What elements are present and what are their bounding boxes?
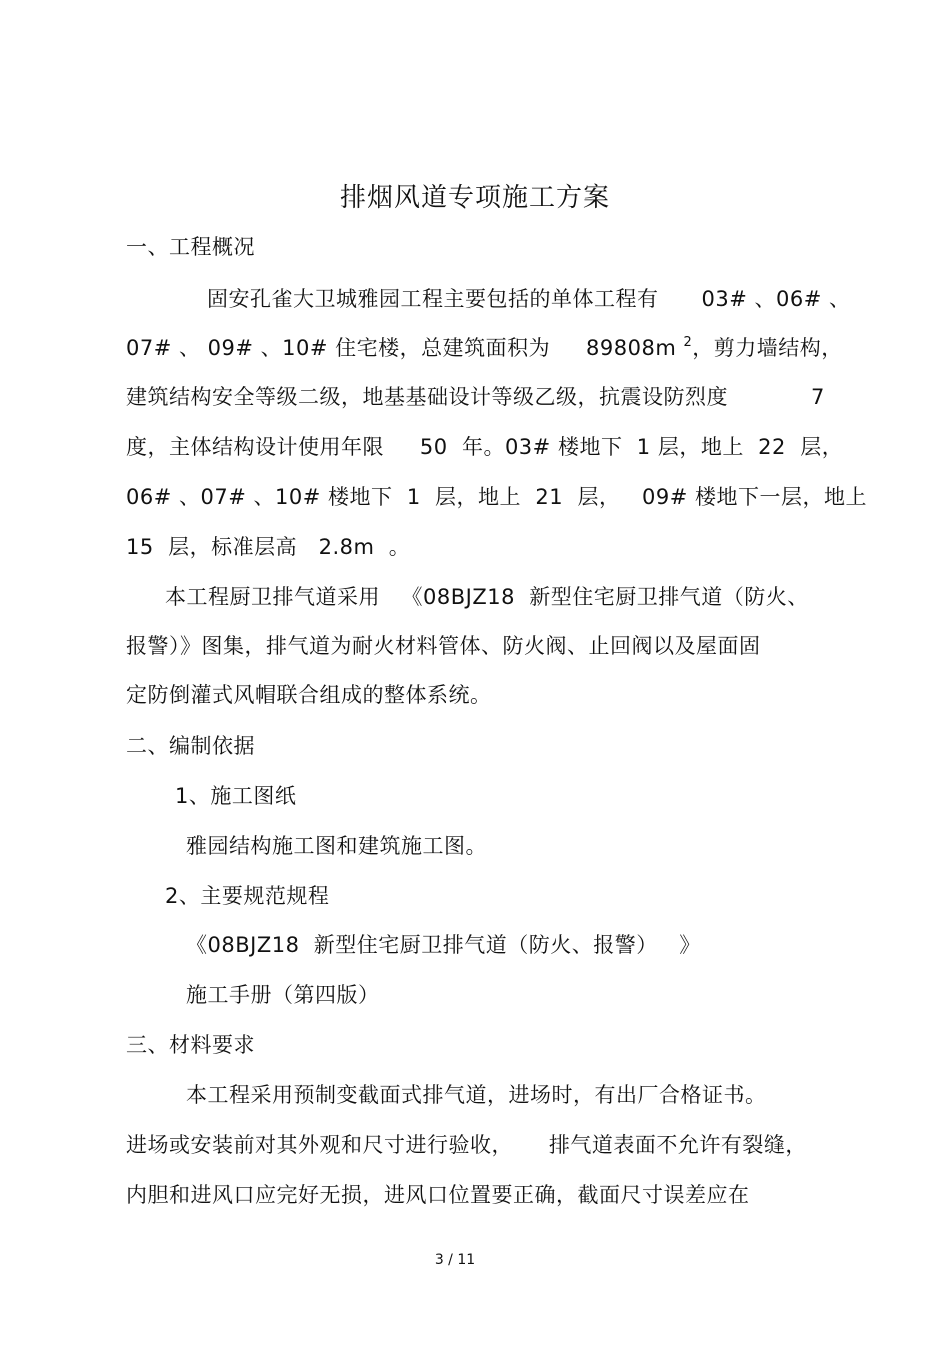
paragraph-line: 进场或安装前对其外观和尺寸进行验收， 排气道表面不允许有裂缝， — [126, 1133, 807, 1157]
superscript: 2 — [683, 335, 693, 350]
list-item: 2、主要规范规程 — [165, 884, 330, 908]
paragraph-line: 报警）》图集，排气道为耐火材料管体、防火阀、止回阀以及屋面固 — [126, 634, 761, 658]
list-item-text: 施工手册（第四版） — [186, 983, 380, 1007]
list-item-text: 雅园结构施工图和建筑施工图。 — [186, 834, 487, 858]
paragraph-line — [126, 333, 843, 363]
paragraph-line: 7 — [811, 385, 825, 409]
paragraph-line: 建筑结构安全等级二级，地基基础设计等级乙级，抗震设防烈度 — [126, 385, 728, 409]
paragraph-line: 本工程厨卫排气道采用 《08BJZ18 新型住宅厨卫排气道（防火、 — [165, 585, 809, 609]
list-item-text: 《08BJZ18 新型住宅厨卫排气道（防火、报警） 》 — [186, 933, 701, 957]
list-item: 1、施工图纸 — [175, 784, 297, 808]
paragraph-line: 定防倒灌式风帽联合组成的整体系统。 — [126, 683, 492, 707]
paragraph-line: 度，主体结构设计使用年限 50 年。03# 楼地下 1 层，地上 22 层， — [126, 435, 844, 459]
section-heading-basis: 二、编制依据 — [126, 734, 255, 758]
page-number: 3 / 11 — [434, 1252, 476, 1268]
paragraph-line: 本工程采用预制变截面式排气道，进场时，有出厂合格证书。 — [186, 1083, 767, 1107]
document-title: 排烟风道专项施工方案 — [339, 183, 610, 213]
paragraph-line: 15 层，标准层高 2.8m 。 — [126, 535, 411, 559]
paragraph-line: 06# 、07# 、10# 楼地下 1 层，地上 21 层， 09# 楼地下一层，地上 — [126, 485, 867, 509]
paragraph-line: 内胆和进风口应完好无损，进风口位置要正确，截面尺寸误差应在 — [126, 1183, 750, 1207]
section-heading-overview: 一、工程概况 — [126, 235, 255, 259]
section-heading-materials: 三、材料要求 — [126, 1033, 255, 1057]
paragraph-line: 固安孔雀大卫城雅园工程主要包括的单体工程有 03# 、06# 、 — [207, 287, 851, 311]
paragraph-text: 07# 、 09# 、10# 住宅楼，总建筑面积为 89808m — [126, 336, 677, 360]
paragraph-text: ，剪力墙结构， — [692, 336, 843, 360]
